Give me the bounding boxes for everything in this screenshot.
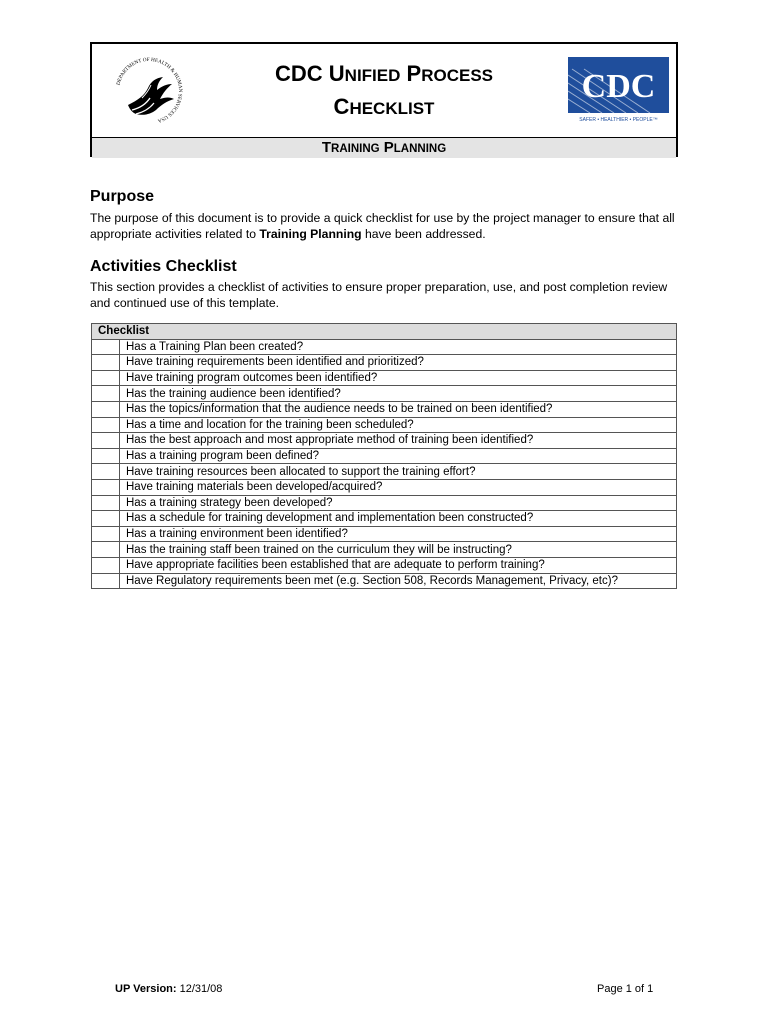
svg-text:CDC: CDC <box>581 68 656 105</box>
checklist-row <box>92 433 677 449</box>
checklist-row <box>92 464 677 480</box>
checklist-checkbox-cell[interactable] <box>92 401 120 417</box>
footer-version: UP Version: 12/31/08 <box>115 983 223 995</box>
checklist-checkbox-cell[interactable] <box>92 479 120 495</box>
document-header <box>90 42 678 157</box>
checklist-row <box>92 557 677 573</box>
checklist-checkbox-cell[interactable] <box>92 495 120 511</box>
checklist-row <box>92 370 677 386</box>
checklist-item-text: Has a training environment been identified? <box>120 526 677 542</box>
checklist-item-text: Has a time and location for the training been scheduled? <box>120 417 677 433</box>
checklist-header-row <box>92 324 677 340</box>
section-title-bar: TRAINING PLANNING <box>92 137 676 158</box>
checklist-item-text: Has the training staff been trained on the curriculum they will be instructing? <box>120 542 677 558</box>
purpose-bold-term: Training Planning <box>259 227 362 241</box>
checklist-item-text: Has a schedule for training development and implementation been constructed? <box>120 511 677 527</box>
cdc-logo <box>568 57 669 125</box>
checklist-row <box>92 355 677 371</box>
checklist-checkbox-cell[interactable] <box>92 433 120 449</box>
checklist-checkbox-cell[interactable] <box>92 448 120 464</box>
checklist-item-text: Has a Training Plan been created? <box>120 339 677 355</box>
checklist-row <box>92 386 677 402</box>
checklist-item-text: Have training resources been allocated to support the training effort? <box>120 464 677 480</box>
checklist-row <box>92 479 677 495</box>
title-line-1: CDC UNIFIED PROCESS <box>275 61 493 86</box>
checklist-checkbox-cell[interactable] <box>92 573 120 589</box>
svg-text:SAFER • HEALTHIER • PEOPLE™: SAFER • HEALTHIER • PEOPLE™ <box>579 117 658 123</box>
checklist-checkbox-cell[interactable] <box>92 370 120 386</box>
checklist-item-text: Have training program outcomes been identified? <box>120 370 677 386</box>
document-title <box>222 58 546 124</box>
checklist-row <box>92 542 677 558</box>
checklist-item-text: Has the training audience been identified? <box>120 386 677 402</box>
checklist-item-text: Have training materials been developed/acquired? <box>120 479 677 495</box>
checklist-checkbox-cell[interactable] <box>92 526 120 542</box>
checklist-table <box>91 323 677 589</box>
checklist-item-text: Has the best approach and most appropriate method of training been identified? <box>120 433 677 449</box>
checklist-row <box>92 401 677 417</box>
footer-page-number: Page 1 of 1 <box>597 983 654 995</box>
hhs-seal-logo <box>108 50 190 132</box>
checklist-row <box>92 511 677 527</box>
checklist-row <box>92 448 677 464</box>
checklist-checkbox-cell[interactable] <box>92 511 120 527</box>
checklist-item-text: Has a training program been defined? <box>120 448 677 464</box>
hhs-seal-text: DEPARTMENT OF HEALTH & HUMAN SERVICES USA <box>115 56 184 124</box>
checklist-header: Checklist <box>92 324 677 340</box>
checklist-row <box>92 495 677 511</box>
checklist-item-text: Has the topics/information that the audience needs to be trained on been identified? <box>120 401 677 417</box>
checklist-checkbox-cell[interactable] <box>92 417 120 433</box>
checklist-row <box>92 573 677 589</box>
checklist-item-text: Have appropriate facilities been established that are adequate to perform training? <box>120 557 677 573</box>
checklist-item-text: Has a training strategy been developed? <box>120 495 677 511</box>
activities-heading: Activities Checklist <box>90 258 237 275</box>
checklist-checkbox-cell[interactable] <box>92 355 120 371</box>
purpose-text: The purpose of this document is to provide a quick checklist for use by the project manager to ensure that all appropriate activities related to Training Planning have been addressed. <box>90 211 675 241</box>
checklist-row <box>92 339 677 355</box>
checklist-checkbox-cell[interactable] <box>92 557 120 573</box>
checklist-checkbox-cell[interactable] <box>92 542 120 558</box>
checklist-row <box>92 526 677 542</box>
title-line-2: CHECKLIST <box>333 94 435 119</box>
checklist-checkbox-cell[interactable] <box>92 464 120 480</box>
purpose-heading: Purpose <box>90 188 155 205</box>
checklist-item-text: Have training requirements been identified and prioritized? <box>120 355 677 371</box>
checklist-checkbox-cell[interactable] <box>92 386 120 402</box>
checklist-checkbox-cell[interactable] <box>92 339 120 355</box>
checklist-item-text: Have Regulatory requirements been met (e.g. Section 508, Records Management, Privacy, etc)? <box>120 573 677 589</box>
checklist-row <box>92 417 677 433</box>
header-top <box>92 44 676 137</box>
activities-text: This section provides a checklist of activities to ensure proper preparation, use, and post completion review and continued use of this template. <box>90 280 668 310</box>
